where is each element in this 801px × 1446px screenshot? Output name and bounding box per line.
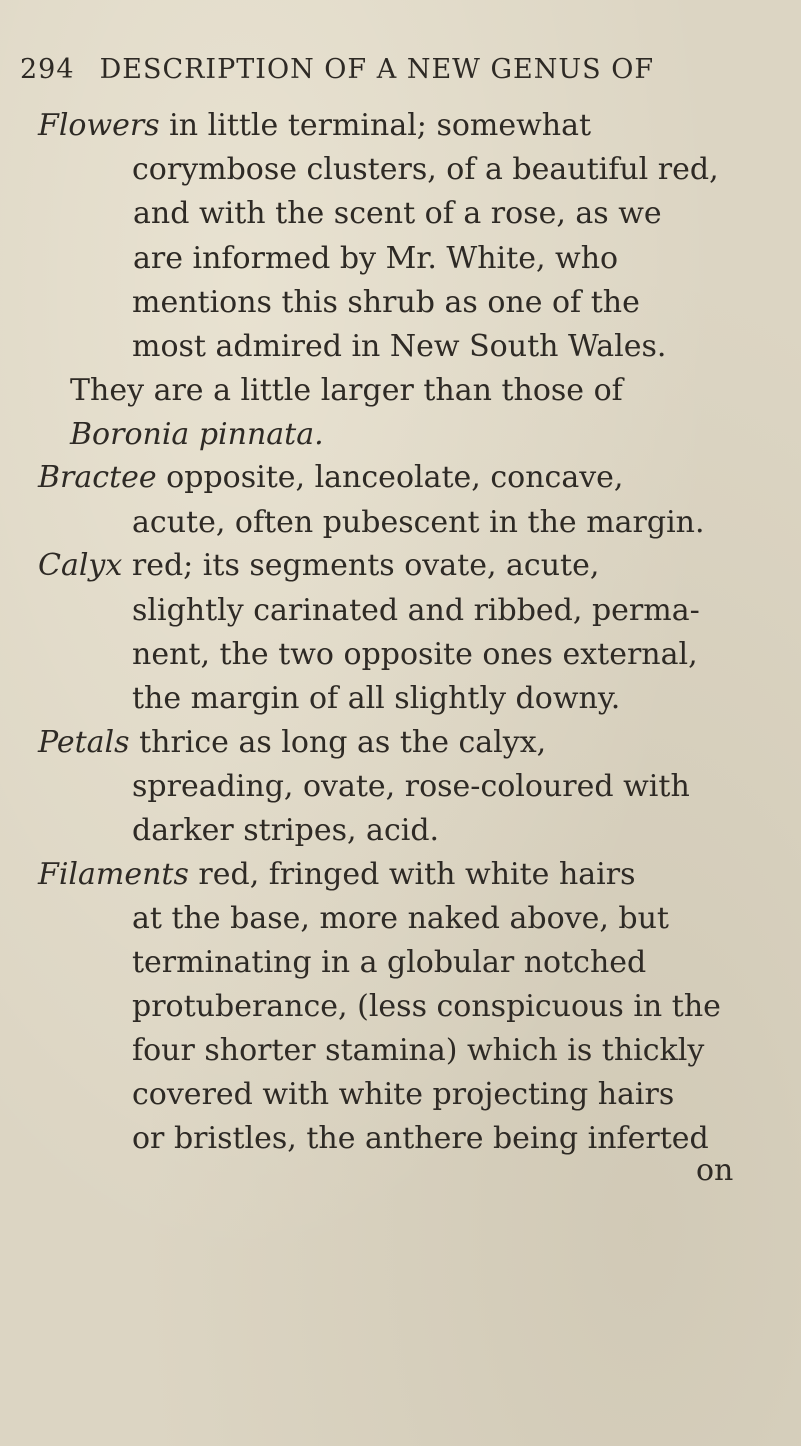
- line-text: most admired in New South Wales.: [132, 329, 667, 364]
- line-text: the margin of all slightly downy.: [132, 681, 621, 716]
- line-text: are informed by Mr. White, who: [133, 241, 619, 276]
- text-line: [132, 810, 439, 852]
- line-text: corymbose clusters, of a beautiful red,: [132, 152, 719, 187]
- line-text: mentions this shrub as one of the: [132, 285, 640, 320]
- line-text: at the base, more naked above, but: [132, 901, 669, 936]
- running-head: [20, 54, 780, 85]
- line-text: nent, the two opposite ones external,: [132, 637, 698, 672]
- section-label: Bractee: [38, 460, 157, 495]
- text-line: [38, 105, 591, 147]
- text-line: [132, 282, 640, 324]
- text-line: [132, 1074, 674, 1116]
- text-line: [132, 986, 721, 1028]
- line-text: protuberance, (less conspicuous in the: [132, 989, 721, 1024]
- line-text: darker stripes, acid.: [132, 813, 440, 848]
- text-line: [133, 238, 618, 280]
- line-text: red; its segments ovate, acute,: [122, 548, 600, 583]
- text-line: [132, 326, 666, 368]
- running-title: DESCRIPTION OF A NEW GENUS OF: [99, 54, 655, 85]
- text-line: [132, 1118, 709, 1160]
- section-label: Filaments: [38, 857, 189, 892]
- text-line: [132, 590, 700, 632]
- line-text: terminating in a globular notched: [132, 945, 647, 980]
- line-text: covered with white projecting hairs: [132, 1077, 675, 1112]
- text-line: [132, 678, 620, 720]
- text-line: [132, 766, 690, 808]
- line-text: in little terminal; somewhat: [159, 108, 592, 143]
- line-text: or bristles, the anthere being inferted: [132, 1121, 709, 1156]
- line-text: opposite, lanceolate, concave,: [156, 460, 624, 495]
- line-text: thrice as long as the calyx,: [129, 725, 547, 760]
- section-label: Calyx: [38, 548, 123, 583]
- text-line: [132, 502, 705, 544]
- line-text: and with the scent of a rose, as we: [133, 196, 662, 231]
- text-line: [38, 854, 636, 896]
- line-text: acute, often pubescent in the margin.: [132, 505, 705, 540]
- section-label: Petals: [38, 725, 130, 760]
- section-label: Flowers: [38, 108, 160, 143]
- line-text: red, fringed with white hairs: [188, 857, 636, 892]
- text-line: [70, 414, 324, 456]
- text-line: [38, 545, 599, 587]
- page-number: 294: [20, 54, 75, 85]
- catchword: on: [696, 1153, 734, 1188]
- text-line: [133, 193, 662, 235]
- line-text: four shorter stamina) which is thickly: [132, 1033, 705, 1068]
- line-text: They are a little larger than those of: [70, 373, 623, 408]
- text-line: [132, 1030, 704, 1072]
- text-line: [38, 722, 546, 764]
- text-line: [132, 149, 719, 191]
- text-line: [38, 457, 623, 499]
- species-name: Boronia pinnata.: [70, 417, 324, 452]
- line-text: slightly carinated and ribbed, perma-: [132, 593, 700, 628]
- text-line: [132, 634, 698, 676]
- text-line: [132, 942, 646, 984]
- line-text: spreading, ovate, rose-coloured with: [132, 769, 690, 804]
- text-line: [132, 898, 669, 940]
- text-line: [70, 370, 623, 412]
